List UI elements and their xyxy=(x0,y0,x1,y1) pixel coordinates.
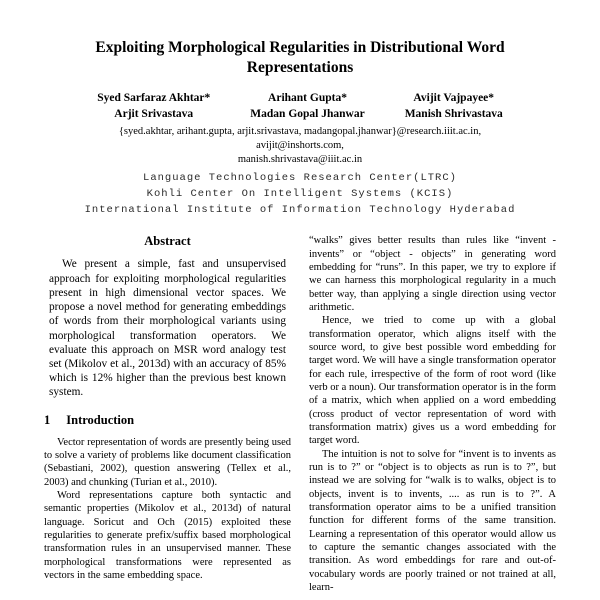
email-line: avijit@inshorts.com, xyxy=(256,139,344,151)
author-name: Arjit Srivastava xyxy=(114,107,194,120)
left-column xyxy=(44,234,291,594)
affiliation-line: International Institute of Information Technology Hyderabad xyxy=(84,203,516,216)
abstract-heading: Abstract xyxy=(144,234,191,249)
abstract-text: We present a simple, fast and unsupervised approach for exploiting morphological regularities present in high dimensional vector spaces. We propose a novel method for generating embeddings of words from their morphological variants using morphological transformation operators. We evaluate this approach on MSR word analogy test set (Mikolov et al., 2013d) with an accuracy of 85% which is 12% higher than the previous best known system. xyxy=(49,258,286,399)
paper-title: Exploiting Morphological Regularities in Distributional Word Representations xyxy=(95,39,505,77)
right-column xyxy=(309,234,556,594)
affiliation-line: Language Technologies Research Center(LTRC) xyxy=(143,172,457,185)
author-block xyxy=(0,91,600,122)
intro-paragraph: Vector representation of words are presently being used to solve a variety of problems like document classification (Sebastiani, 2002), question answering (Tellex et al., 2003) and chunking (Turian et al., 2010). xyxy=(44,436,291,488)
author-name: Manish Shrivastava xyxy=(404,107,503,120)
author-column xyxy=(97,91,210,122)
body-paragraph: “walks” gives better results than rules like “invent - invents” or “object - objects” in generating word embedding for “runs”. In this paper, we try to explore if we can harness this morphological regularity in a much better way, than applying a single direction using vector arithmetic. xyxy=(309,235,556,314)
affiliation-block xyxy=(0,171,600,218)
affiliation-line: Kohli Center On Intelligent Systems (KCIS) xyxy=(146,187,454,200)
author-name: Syed Sarfaraz Akhtar* xyxy=(97,92,211,105)
intro-paragraph: Word representations capture both syntactic and semantic properties (Mikolov et al., 2013d) of natural language. Soricut and Och (2015) exploited these regularities to generate prefix/suffix based morphological transformation rules in an unsupervised manner. These morphological transformations were represented as vectors in the same embedding space. xyxy=(44,489,291,581)
author-name: Madan Gopal Jhanwar xyxy=(250,107,365,120)
email-line: manish.shrivastava@iiit.ac.in xyxy=(237,153,363,165)
body-paragraph: The intuition is not to solve for “invent is to invents as run is to ?” or “object is to objects as run is to ?”, but instead we are solving for “walk is to walks, object is to objects, invent is to invents, .... as run is to ?”. A transformation operator aims to be a unified transition function for different forms of the same transition. Learning a representation of this operator would allow us to capture the semantic changes associated with the transition. As word embeddings for rare and out-of-vocabulary words are poorly trained or not trained at all, learn- xyxy=(309,448,556,594)
two-column-body xyxy=(0,234,600,594)
section-number: 1 xyxy=(44,412,51,427)
section-title: Introduction xyxy=(66,412,135,427)
email-line: {syed.akhtar, arihant.gupta, arjit.srivastava, madangopal.jhanwar}@research.iiit.ac.in, xyxy=(118,126,482,138)
author-name: Avijit Vajpayee* xyxy=(413,92,495,105)
section-heading-introduction xyxy=(44,413,291,428)
author-column xyxy=(405,91,503,122)
email-block xyxy=(0,125,600,166)
body-paragraph: Hence, we tried to come up with a global transformation operator, which aligns itself with the source word, to give best possible word embedding for target word. We will have a single transformation operator for each rule, irrespective of the form of root word (like verb or a noun). Our transformation operator is in the form of a matrix, which when applied on a word embedding (cross product of vector representation of word with transformation matrix) gives us a word embedding for target word. xyxy=(309,315,556,447)
author-name: Arihant Gupta* xyxy=(268,92,347,105)
author-column xyxy=(250,91,364,122)
